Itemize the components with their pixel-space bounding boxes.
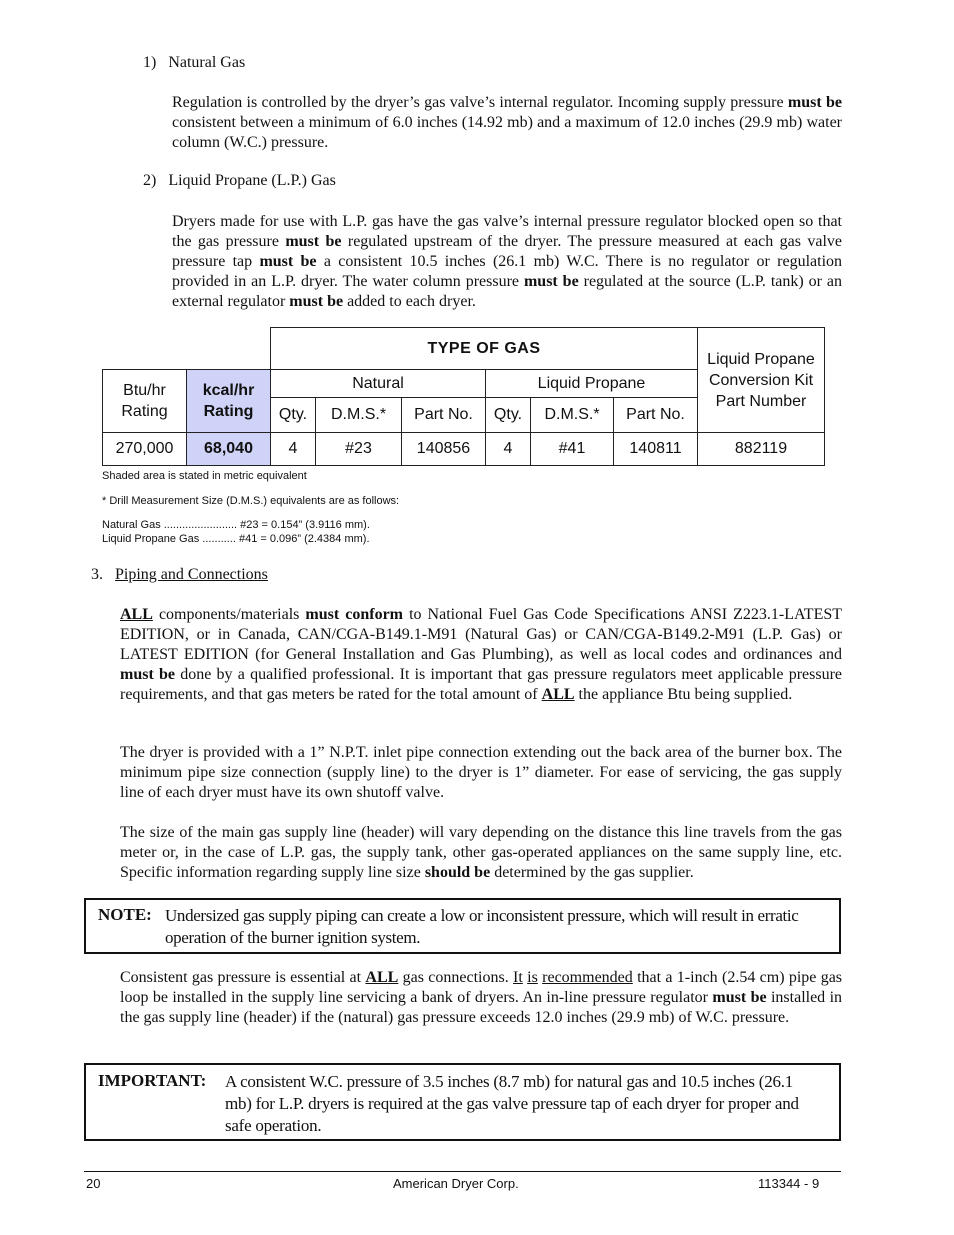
important-text: A consistent W.C. pressure of 3.5 inches (8.7 mb) for natural gas and 10.5 inches (26.1 mb) for L.P. dryers is required at the gas valve pressure tap of each dryer for proper and safe operation.	[225, 1072, 799, 1135]
nat-dms-value: #23	[316, 433, 402, 466]
page-number: 20	[86, 1176, 101, 1191]
gas-type-table	[102, 327, 825, 466]
btu-header: Btu/hr Rating	[103, 370, 187, 433]
lp-gas-paragraph: Dryers made for use with L.P. gas have the gas valve’s internal pressure regulator blocked open so that the gas pressure must be regulated upstream of the dryer. The pressure measured at each gas valve pressure tap must be a consistent 10.5 inches (26.1 mb) W.C. There is no regulator or regulation provided in an L.P. dryer. The water column pressure must be regulated at the source (L.P. tank) or an external regulator must be added to each dryer.	[172, 213, 843, 310]
important-box	[84, 1063, 841, 1141]
section-2-title: Liquid Propane (L.P.) Gas	[168, 172, 336, 189]
section-3-heading	[91, 566, 268, 584]
emphasis-text: must be	[289, 293, 344, 310]
section-1-number: 1)	[143, 54, 157, 71]
nat-dms-header: D.M.S.*	[316, 398, 402, 433]
section-1-heading	[143, 54, 245, 72]
lp-dms-value: #41	[531, 433, 614, 466]
nat-part-value: 140856	[402, 433, 486, 466]
note-label: NOTE:	[98, 905, 152, 924]
nat-qty-header: Qty.	[271, 398, 316, 433]
emphasis-text: recommended	[542, 969, 633, 986]
kcal-header: kcal/hr Rating	[187, 370, 271, 433]
important-label: IMPORTANT:	[98, 1071, 207, 1090]
pressure-paragraph: Consistent gas pressure is essential at ALL gas connections. It is recommended that a 1-inch (2.54 cm) pipe gas loop be installed in the supply line servicing a bank of dryers. An in-line pressure regulator must be installed in the gas supply line (header) if the (natural) gas pressure exceeds 12.0 inches (29.9 mb) of W.C. pressure.	[120, 969, 843, 1026]
lp-part-header: Part No.	[614, 398, 698, 433]
nat-part-header: Part No.	[402, 398, 486, 433]
emphasis-text: must be	[120, 666, 176, 683]
dms-footnote: * Drill Measurement Size (D.M.S.) equivalents are as follows:	[102, 495, 400, 507]
lp-qty-header: Qty.	[486, 398, 531, 433]
section-2-number: 2)	[143, 172, 157, 189]
table-blank-corner	[103, 328, 271, 370]
kcal-value: 68,040	[187, 433, 271, 466]
emphasis-text: ALL	[365, 969, 399, 986]
natural-gas-paragraph: Regulation is controlled by the dryer’s gas valve’s internal regulator. Incoming supply pressure must be consistent between a minimum of 6.0 inches (14.92 mb) and a maximum of 12.0 inches (29.9 mb) water column (W.C.) pressure.	[172, 94, 843, 151]
kit-value: 882119	[698, 433, 825, 466]
nat-qty-value: 4	[271, 433, 316, 466]
section-1-title: Natural Gas	[168, 54, 246, 71]
emphasis-text: must conform	[305, 606, 404, 623]
natural-header: Natural	[271, 370, 486, 398]
lp-header: Liquid Propane	[486, 370, 698, 398]
lp-qty-value: 4	[486, 433, 531, 466]
lp-dms-header: D.M.S.*	[531, 398, 614, 433]
piping-paragraph-3: The size of the main gas supply line (header) will vary depending on the distance this line travels from the gas meter or, in the case of L.P. gas, the supply tank, other gas-operated appliances on the same supply line, etc. Specific information regarding supply line size should be determined by the gas supplier.	[120, 824, 842, 881]
footer-rule	[84, 1171, 841, 1172]
conversion-kit-header: Liquid Propane Conversion Kit Part Number	[698, 328, 825, 433]
section-2-heading	[143, 172, 336, 190]
footer-doc-number: 113344 - 9	[758, 1176, 820, 1191]
shaded-footnote: Shaded area is stated in metric equivalent	[102, 470, 307, 482]
emphasis-text: ALL	[541, 686, 575, 703]
emphasis-text: must be	[259, 253, 317, 270]
footer-company: American Dryer Corp.	[393, 1176, 519, 1191]
emphasis-text: must be	[285, 233, 342, 250]
emphasis-text: It	[513, 969, 523, 986]
emphasis-text: must be	[787, 94, 843, 111]
piping-paragraph-2: The dryer is provided with a 1” N.P.T. inlet pipe connection extending out the back area of the burner box. The minimum pipe size connection (supply line) to the dryer is 1” diameter. For ease of servicing, the gas supply line of each dryer must have its own shutoff valve.	[120, 744, 842, 801]
lp-part-value: 140811	[614, 433, 698, 466]
note-text: Undersized gas supply piping can create a low or inconsistent pressure, which will result in erratic operation of the burner ignition system.	[165, 906, 799, 947]
section-3-number: 3.	[91, 566, 103, 583]
piping-paragraph-1: ALL components/materials must conform to National Fuel Gas Code Specifications ANSI Z223.1-LATEST EDITION, or in Canada, CAN/CGA-B149.1-M91 (Natural Gas) or CAN/CGA-B149.2-M91 (L.P. Gas) or LATEST EDITION (for General Installation and Gas Plumbing), as well as local codes and ordinances and must be done by a qualified professional. It is important that gas pressure regulators meet applicable pressure requirements, and that gas meters be rated for the total amount of ALL the appliance Btu being supplied.	[120, 606, 843, 703]
dms-natural-gas: Natural Gas ........................ #23 = 0.154” (3.9116 mm).	[102, 519, 370, 531]
emphasis-text: should be	[424, 864, 491, 881]
emphasis-text: must be	[712, 989, 767, 1006]
btu-value: 270,000	[103, 433, 187, 466]
table-title: TYPE OF GAS	[271, 328, 698, 370]
section-3-title: Piping and Connections	[115, 566, 268, 583]
emphasis-text: ALL	[120, 606, 153, 623]
dms-lp-gas: Liquid Propane Gas ........... #41 = 0.096” (2.4384 mm).	[102, 533, 370, 545]
emphasis-text: is	[527, 969, 538, 986]
note-box	[84, 898, 841, 954]
emphasis-text: must be	[523, 273, 579, 290]
